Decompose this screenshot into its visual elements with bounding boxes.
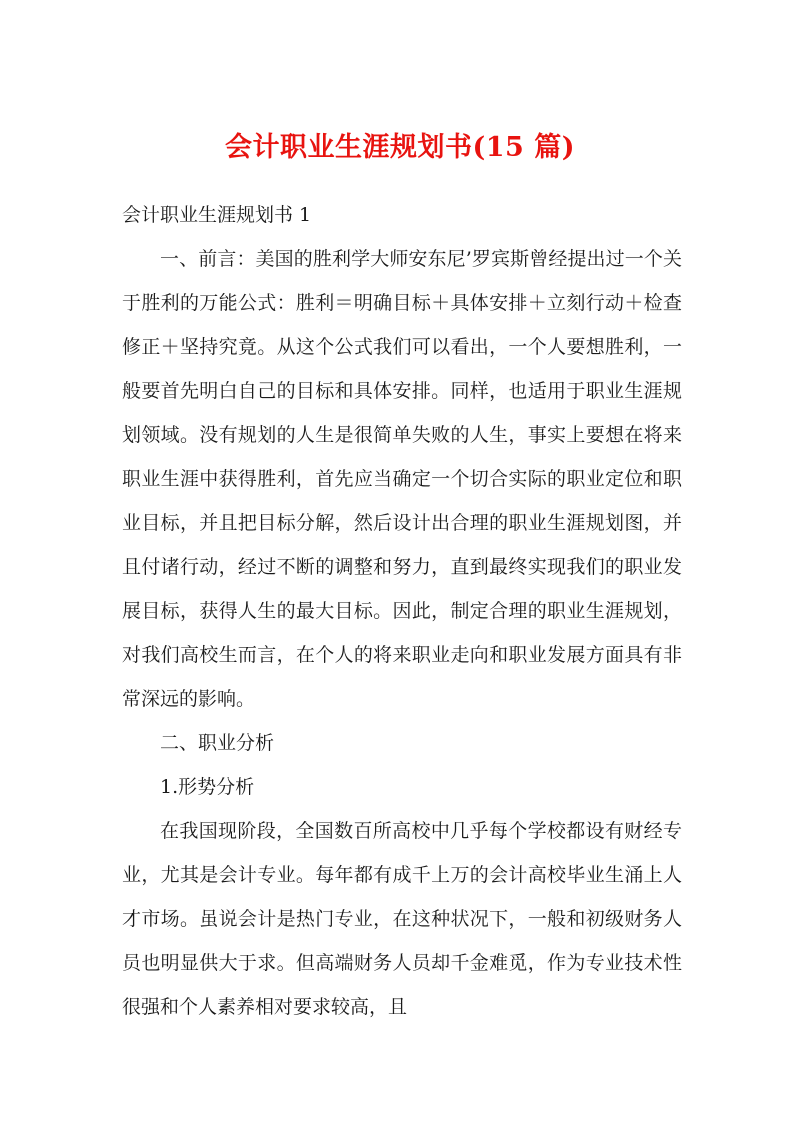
section-heading: 会计职业生涯规划书 1 xyxy=(122,204,312,226)
situation-analysis-heading: 1.形势分析 xyxy=(160,776,255,798)
document-body xyxy=(122,193,682,1029)
situation-paragraph: 在我国现阶段，全国数百所高校中几乎每个学校都设有财经专业，尤其是会计专业。每年都有成千上万的会计高校毕业生涌上人才市场。虽说会计是热门专业，在这种状况下，一般和初级财务人员也明显供大于求。但高端财务人员却千金难觅，作为专业技术性很强和个人素养相对要求较高，且 xyxy=(122,820,682,1018)
document-title: 会计职业生涯规划书(15 篇) xyxy=(224,132,576,163)
preface-paragraph: 一、前言：美国的胜利学大师安东尼’罗宾斯曾经提出过一个关于胜利的万能公式：胜利＝明确目标＋具体安排＋立刻行动＋检查修正＋坚持究竟。从这个公式我们可以看出，一个人要想胜利，一般要首先明白自己的目标和具体安排。同样，也适用于职业生涯规划领域。没有规划的人生是很简单失败的人生，事实上要想在将来职业生涯中获得胜利，首先应当确定一个切合实际的职业定位和职业目标，并且把目标分解，然后设计出合理的职业生涯规划图，并且付诸行动，经过不断的调整和努力，直到最终实现我们的职业发展目标，获得人生的最大目标。因此，制定合理的职业生涯规划，对我们高校生而言，在个人的将来职业走向和职业发展方面具有非常深远的影响。 xyxy=(122,248,682,710)
career-analysis-heading: 二、职业分析 xyxy=(160,732,275,754)
